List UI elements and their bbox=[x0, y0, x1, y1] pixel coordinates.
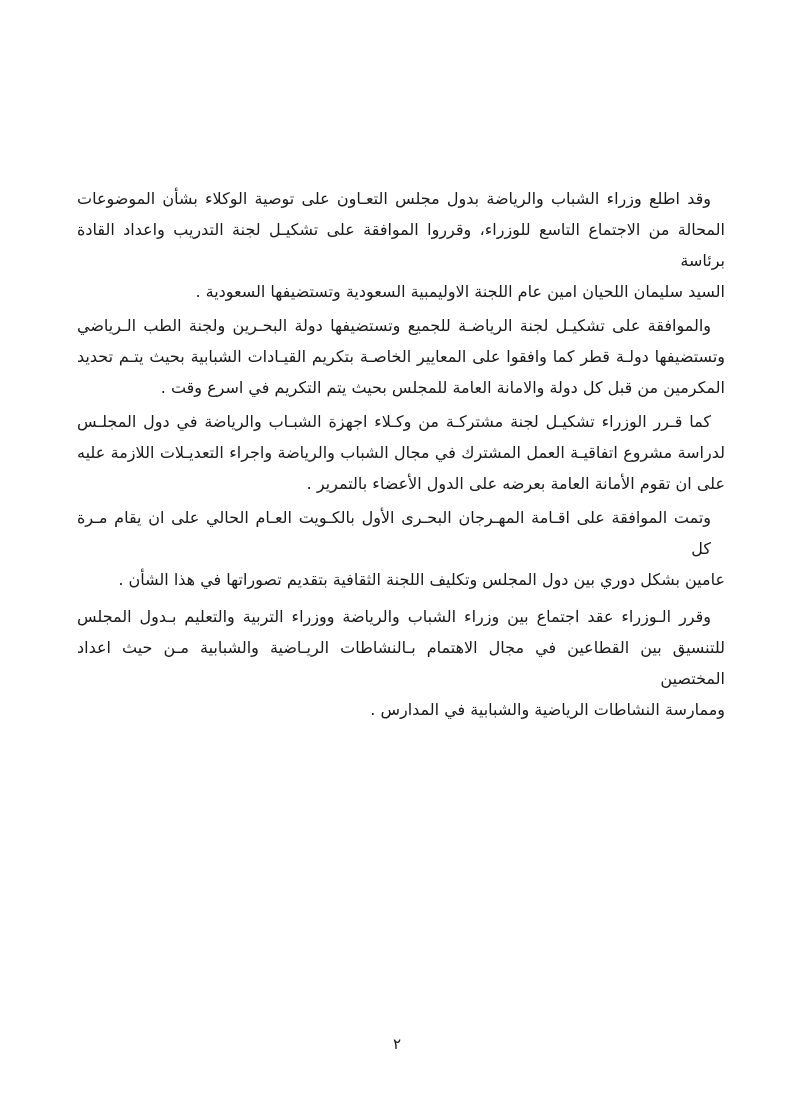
text-line: وقد اطلع وزراء الشباب والرياضة بدول مجلس التعـاون على توصية الوكلاء بشأن الموضوعات bbox=[77, 189, 711, 208]
text-line: عامين بشكل دوري بين دول المجلس وتكليف اللجنة الثقافية بتقديم تصوراتها في هذا الشأن . bbox=[118, 570, 725, 589]
text-line: كما قـرر الوزراء تشكيـل لجنة مشتركـة من وكـلاء اجهزة الشبـاب والرياضة في دول المجلـس bbox=[77, 412, 711, 431]
text-line: وتمت الموافقة على اقـامة المهـرجان البحـرى الأول بالكـويت العـام الحالي على ان يقام مـرة كل bbox=[77, 508, 711, 558]
paragraph-4 bbox=[77, 502, 725, 595]
page-text bbox=[77, 183, 725, 728]
text-line: وتستضيفها دولـة قطر كما وافقوا على المعايير الخاصـة بتكريم القيـادات الشبابية بحيث يتـم تحديد bbox=[77, 347, 725, 366]
text-line: وممارسة النشاطات الرياضية والشبابية في المدارس . bbox=[370, 700, 725, 719]
text-line: للتنسيق بين القطاعين في مجال الاهتمام بـالنشاطات الريـاضية والشبابية مـن حيث اعداد المختصين bbox=[77, 638, 725, 688]
page-number: ٢ bbox=[392, 1035, 402, 1053]
text-line: لدراسة مشروع اتفاقيـة العمل المشترك في مجال الشباب والرياضة واجراء التعديـلات اللازمة عليه bbox=[77, 443, 725, 462]
paragraph-3 bbox=[77, 406, 725, 499]
paragraph-1 bbox=[77, 183, 725, 307]
text-line: وقرر الـوزراء عقد اجتماع بين وزراء الشباب والرياضة ووزراء التربية والتعليم بـدول المجلس bbox=[77, 607, 711, 626]
text-line: على ان تقوم الأمانة العامة بعرضه على الدول الأعضاء بالتمرير . bbox=[306, 474, 725, 493]
text-line: المحالة من الاجتماع التاسع للوزراء، وقرروا الموافقة على تشكيـل لجنة التدريب واعداد القادة برئاسة bbox=[77, 220, 725, 270]
paragraph-5 bbox=[77, 601, 725, 725]
text-line: والموافقة على تشكيـل لجنة الرياضـة للجميع وتستضيفها دولة البحـرين ولجنة الطب الـرياضي bbox=[77, 316, 711, 335]
paragraph-2 bbox=[77, 310, 725, 403]
text-line: السيد سليمان اللحيان امين عام اللجنة الاوليمبية السعودية وتستضيفها السعودية . bbox=[195, 282, 725, 301]
text-line: المكرمين من قبل كل دولة والامانة العامة للمجلس بحيث يتم التكريم في اسرع وقت . bbox=[160, 378, 725, 397]
